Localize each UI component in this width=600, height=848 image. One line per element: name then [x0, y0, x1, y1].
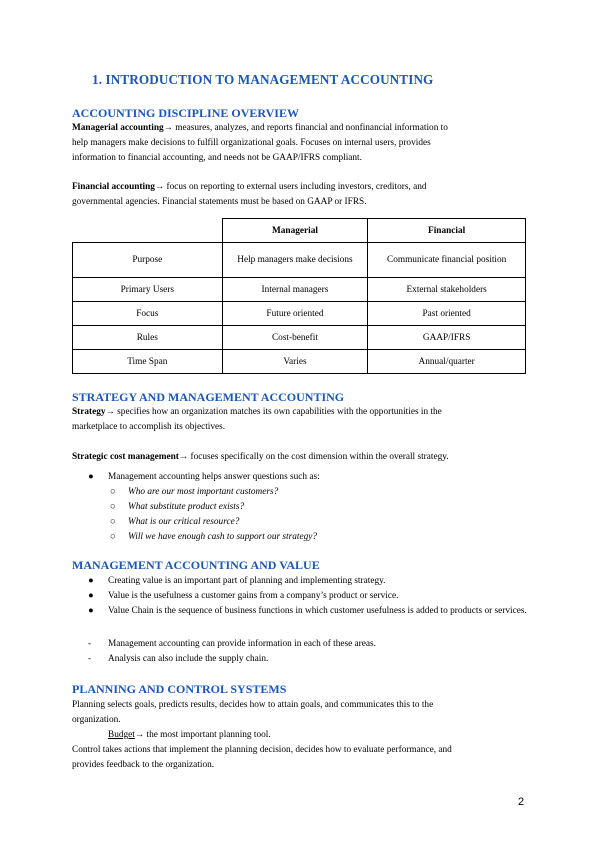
- circle-bullet-icon: ○: [110, 487, 116, 497]
- definition-text: governmental agencies. Financial statements must be based on GAAP or IFRS.: [72, 197, 367, 207]
- financial-cell: Past oriented: [368, 302, 526, 326]
- financial-cell: Annual/quarter: [368, 350, 526, 374]
- planning-definition: [72, 698, 542, 773]
- circle-bullet-icon: ○: [110, 532, 116, 542]
- row-label: Focus: [73, 302, 223, 326]
- term-strategy: Strategy: [72, 407, 106, 417]
- section-heading-value: MANAGEMENT ACCOUNTING AND VALUE: [72, 558, 320, 572]
- row-label: Rules: [73, 326, 223, 350]
- list-item: [72, 515, 532, 530]
- list-item-text: Management accounting can provide information in each of these areas.: [108, 639, 376, 649]
- financial-cell: Communicate financial position: [368, 243, 526, 278]
- list-item: [72, 485, 532, 500]
- managerial-cell: Internal managers: [222, 278, 368, 302]
- page-number: 2: [518, 796, 525, 808]
- term-strategic-cost-management: Strategic cost management: [72, 452, 179, 462]
- definition-text: information to financial accounting, and needs not be GAAP/IFRS compliant.: [72, 153, 362, 163]
- question-text: What is our critical resource?: [128, 517, 240, 527]
- comparison-table: [72, 218, 526, 374]
- strategy-bullet-list: [72, 470, 532, 545]
- arrow-icon: →: [134, 730, 145, 740]
- term-managerial-accounting: Managerial accounting: [72, 123, 164, 133]
- definition-text: organization.: [72, 715, 121, 725]
- question-list: [72, 485, 532, 545]
- table-row: [73, 243, 526, 278]
- term-financial-accounting: Financial accounting: [72, 182, 155, 192]
- question-text: What substitute product exists?: [128, 502, 245, 512]
- table-row: [73, 326, 526, 350]
- section-heading-accounting-discipline: ACCOUNTING DISCIPLINE OVERVIEW: [72, 106, 299, 120]
- managerial-cell: Help managers make decisions: [222, 243, 368, 278]
- value-dash-list: [72, 637, 532, 667]
- arrow-icon: →: [178, 452, 189, 462]
- row-label: Primary Users: [73, 278, 223, 302]
- financial-cell: External stakeholders: [368, 278, 526, 302]
- managerial-cell: Future oriented: [222, 302, 368, 326]
- strategy-definition: [72, 405, 532, 435]
- table-header-financial: Financial: [368, 219, 526, 243]
- financial-cell: GAAP/IFRS: [368, 326, 526, 350]
- list-item-text: Management accounting helps answer questions such as:: [108, 472, 320, 482]
- list-item: [72, 470, 532, 545]
- list-item-text: Analysis can also include the supply chain.: [108, 654, 269, 664]
- bullet-icon: ●: [88, 591, 94, 601]
- list-item-text: Value Chain is the sequence of business functions in which customer usefulness is added to products or services.: [108, 606, 527, 616]
- list-item: [72, 589, 532, 604]
- dash-icon: -: [88, 639, 92, 649]
- circle-bullet-icon: ○: [110, 517, 116, 527]
- managerial-accounting-definition: [72, 121, 532, 166]
- definition-text: help managers make decisions to fulfill organizational goals. Focuses on internal users, provides: [72, 138, 431, 148]
- definition-text: focus on reporting to external users including investors, creditors, and: [164, 182, 427, 192]
- question-text: Will we have enough cash to support our strategy?: [128, 532, 318, 542]
- dash-icon: -: [88, 654, 92, 664]
- arrow-icon: →: [105, 407, 115, 417]
- managerial-cell: Cost-benefit: [222, 326, 368, 350]
- definition-text: provides feedback to the organization.: [72, 760, 215, 770]
- chapter-title: 1. INTRODUCTION TO MANAGEMENT ACCOUNTING: [92, 72, 434, 87]
- table-header-blank: [73, 219, 223, 243]
- definition-text: Control takes actions that implement the planning decision, decides how to evaluate performance, and: [72, 745, 452, 755]
- list-item: [72, 530, 532, 545]
- definition-text: measures, analyzes, and reports financial and nonfinancial information to: [172, 123, 448, 133]
- list-item: [72, 500, 532, 515]
- strategic-cost-management-definition: [72, 450, 542, 465]
- arrow-icon: →: [154, 182, 165, 192]
- managerial-cell: Varies: [222, 350, 368, 374]
- definition-text: Planning selects goals, predicts results, decides how to attain goals, and communicates this to the: [72, 700, 434, 710]
- definition-text: marketplace to accomplish its objectives.: [72, 422, 226, 432]
- section-heading-planning: PLANNING AND CONTROL SYSTEMS: [72, 682, 287, 696]
- bullet-icon: ●: [88, 606, 94, 616]
- definition-text: the most important planning tool.: [144, 730, 271, 740]
- circle-bullet-icon: ○: [110, 502, 116, 512]
- arrow-icon: →: [163, 123, 173, 133]
- list-item: [72, 652, 532, 667]
- row-label: Time Span: [73, 350, 223, 374]
- table-row: [73, 302, 526, 326]
- list-item-text: Creating value is an important part of planning and implementing strategy.: [108, 576, 386, 586]
- list-item: [72, 574, 532, 589]
- section-heading-strategy: STRATEGY AND MANAGEMENT ACCOUNTING: [72, 390, 345, 404]
- list-item-text: Value is the usefulness a customer gains from a company’s product or service.: [108, 591, 399, 601]
- definition-text: focuses specifically on the cost dimension within the overall strategy.: [188, 452, 449, 462]
- question-text: Who are our most important customers?: [128, 487, 279, 497]
- financial-accounting-definition: [72, 180, 532, 210]
- bullet-icon: ●: [88, 472, 94, 482]
- table-row: [73, 350, 526, 374]
- table-header-managerial: Managerial: [222, 219, 368, 243]
- definition-text: specifies how an organization matches its own capabilities with the opportunities in the: [114, 407, 442, 417]
- bullet-icon: ●: [88, 576, 94, 586]
- term-budget: Budget: [108, 730, 135, 740]
- value-bullet-list: [72, 574, 532, 619]
- list-item: [72, 604, 532, 619]
- table-row: [73, 278, 526, 302]
- list-item: [72, 637, 532, 652]
- row-label: Purpose: [73, 243, 223, 278]
